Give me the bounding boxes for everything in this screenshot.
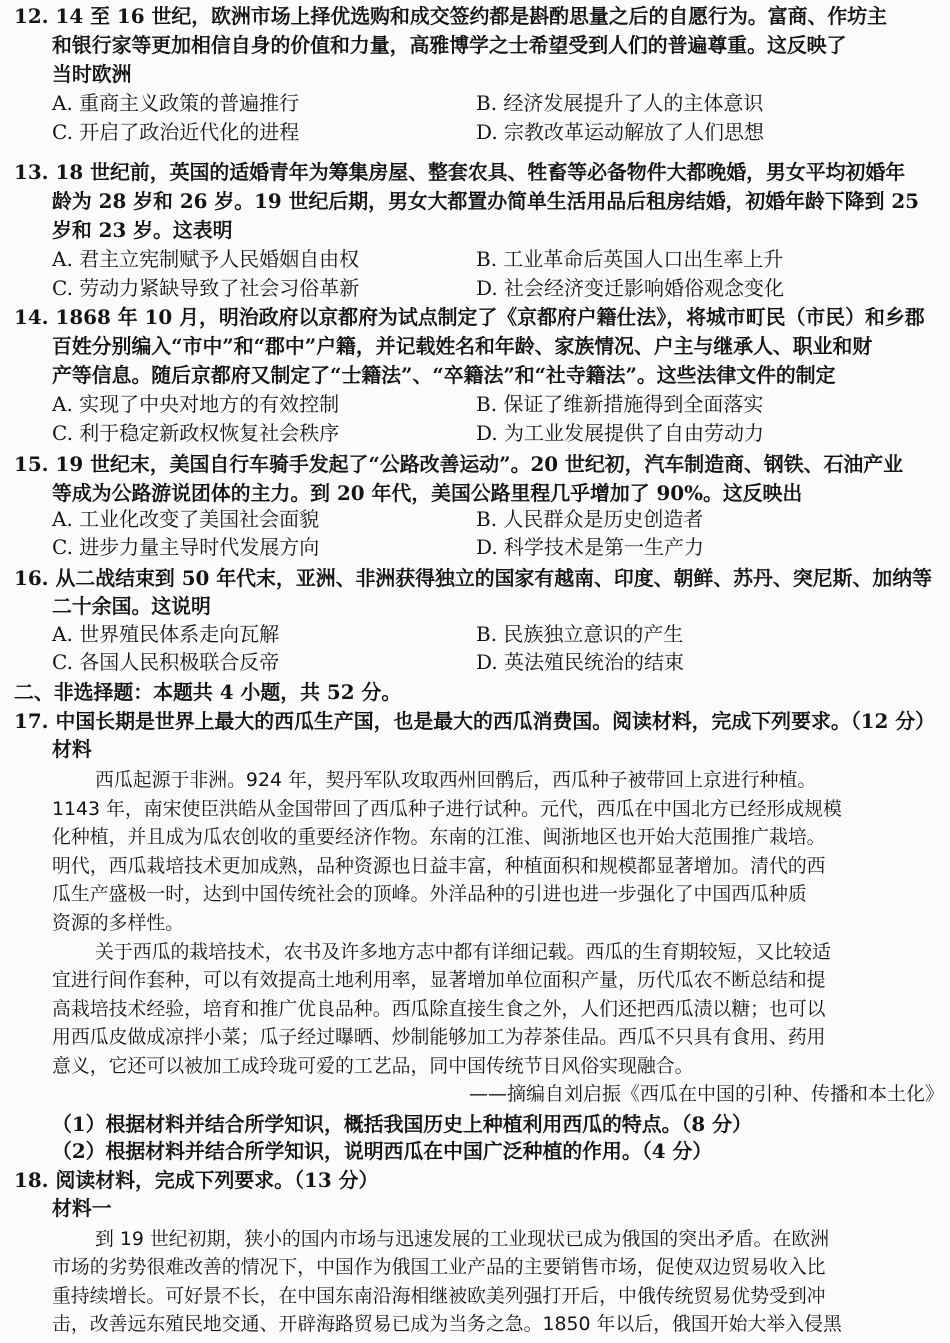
q17-material-p2-line: 宜进行间作套种，可以有效提高土地利用率，显著增加单位面积产量，历代瓜农不断总结和提 (52, 969, 826, 991)
q14-option-c: C. 利于稳定新政权恢复社会秩序 (52, 421, 340, 445)
q13-stem-line-2: 龄为 28 岁和 26 岁。19 世纪后期，男女大都置办简单生活用品后租房结婚，初婚年龄下降到 25 (52, 189, 919, 213)
q16-stem-line-1: 16. 从二战结束到 50 年代末，亚洲、非洲获得独立的国家有越南、印度、朝鲜、苏丹、突尼斯、加纳等 (14, 566, 932, 590)
q18-material-p1-line: 重持续增长。可好景不长，在中国东南沿海相继被欧美列强打开后，中俄传统贸易优势受到冲 (52, 1285, 826, 1307)
q18-material-p1-line: 到 19 世纪初期，狭小的国内市场与迅速发展的工业现状已成为俄国的突出矛盾。在欧洲 (95, 1228, 830, 1250)
q15-option-c: C. 进步力量主导时代发展方向 (52, 535, 320, 559)
q13-option-d: D. 社会经济变迁影响婚俗观念变化 (476, 276, 785, 300)
q17-material-p1-line: 资源的多样性。 (52, 912, 185, 934)
q12-option-a: A. 重商主义政策的普遍推行 (52, 91, 300, 115)
q15-option-d: D. 科学技术是第一生产力 (476, 535, 705, 559)
q12-option-d: D. 宗教改革运动解放了人们思想 (476, 120, 765, 144)
q14-option-a: A. 实现了中央对地方的有效控制 (52, 392, 340, 416)
q17-material-p1-line: 明代，西瓜栽培技术更加成熟，品种资源也日益丰富，种植面积和规模都显著增加。清代的西 (52, 855, 826, 877)
q18-material-p1-line: 市场的劣势很难改善的情况下，中国作为俄国工业产品的主要销售市场，促使双边贸易收入比 (52, 1256, 826, 1278)
q15-option-b: B. 人民群众是历史创造者 (476, 507, 704, 531)
q17-stem: 17. 中国长期是世界上最大的西瓜生产国，也是最大的西瓜消费国。阅读材料，完成下列要求。（12 分） (14, 709, 936, 733)
q16-option-b: B. 民族独立意识的产生 (476, 622, 684, 646)
q16-option-c: C. 各国人民积极联合反帝 (52, 650, 280, 674)
q17-subquestion-1: （1）根据材料并结合所学知识，概括我国历史上种植利用西瓜的特点。（8 分） (52, 1112, 752, 1136)
q17-material-p1-line: 西瓜起源于非洲。924 年，契丹军队攻取西州回鹘后，西瓜种子被带回上京进行种植。 (95, 769, 817, 791)
q12-stem-line-2: 和银行家等更加相信自身的价值和力量，高雅博学之士希望受到人们的普遍尊重。这反映了 (52, 33, 847, 57)
q14-stem-line-3: 产等信息。随后京都府又制定了“士籍法”、“卒籍法”和“社寺籍法”。这些法律文件的制定 (52, 363, 836, 387)
q15-stem-line-2: 等成为公路游说团体的主力。到 20 年代，美国公路里程几乎增加了 90%。这反映出 (52, 481, 803, 505)
q14-option-d: D. 为工业发展提供了自由劳动力 (476, 421, 765, 445)
q17-material-p2-line: 高栽培技术经验，培育和推广优良品种。西瓜除直接生食之外，人们还把西瓜渍以糖；也可以 (52, 998, 826, 1020)
q15-stem-line-1: 15. 19 世纪末，美国自行车骑手发起了“公路改善运动”。20 世纪初，汽车制造商、钢铁、石油产业 (14, 452, 903, 476)
q16-option-a: A. 世界殖民体系走向瓦解 (52, 622, 280, 646)
q17-material-p2-line: 关于西瓜的栽培技术，农书及许多地方志中都有详细记载。西瓜的生育期较短，又比较适 (95, 941, 831, 963)
q17-material-p1-line: 化种植，并且成为瓜农创收的重要经济作物。东南的江淮、闽浙地区也开始大范围推广栽培。 (52, 826, 826, 848)
q18-material-p1-line: 击，改善远东殖民地交通、开辟海路贸易已成为当务之急。1850 年以后，俄国开始大举入侵黑 (52, 1313, 842, 1335)
q13-option-b: B. 工业革命后英国人口出生率上升 (476, 247, 784, 271)
q16-stem-line-2: 二十余国。这说明 (52, 594, 211, 618)
q16-option-d: D. 英法殖民统治的结束 (476, 650, 685, 674)
q18-stem: 18. 阅读材料，完成下列要求。（13 分） (14, 1168, 379, 1192)
q12-stem-line-3: 当时欧洲 (52, 62, 132, 86)
q18-material-label: 材料一 (52, 1196, 112, 1220)
q17-material-p2-line: 用西瓜皮做成凉拌小菜；瓜子经过曝晒、炒制能够加工为荐茶佳品。西瓜不只具有食用、药用 (52, 1026, 826, 1048)
q13-stem-line-1: 13. 18 世纪前，英国的适婚青年为筹集房屋、整套农具、牲畜等必备物件大都晚婚，男女平均初婚年 (14, 160, 906, 184)
q17-material-p2-line: 意义，它还可以被加工成玲珑可爱的工艺品，同中国传统节日风俗实现融合。 (52, 1055, 694, 1077)
q17-material-p1-line: 瓜生产盛极一时，达到中国传统社会的顶峰。外洋品种的引进也进一步强化了中国西瓜种质 (52, 883, 807, 905)
q12-option-b: B. 经济发展提升了人的主体意识 (476, 91, 764, 115)
q13-option-c: C. 劳动力紧缺导致了社会习俗革新 (52, 276, 360, 300)
q13-stem-line-3: 岁和 23 岁。这表明 (52, 218, 233, 242)
q17-subquestion-2: （2）根据材料并结合所学知识，说明西瓜在中国广泛种植的作用。（4 分） (52, 1139, 713, 1163)
q14-option-b: B. 保证了维新措施得到全面落实 (476, 392, 764, 416)
q14-stem-line-1: 14. 1868 年 10 月，明治政府以京都府为试点制定了《京都府户籍仕法》，将城市町民（市民）和乡郡 (14, 305, 925, 329)
q13-option-a: A. 君主立宪制赋予人民婚姻自由权 (52, 247, 360, 271)
q12-stem-line-1: 12. 14 至 16 世纪，欧洲市场上择优选购和成交签约都是斟酌思量之后的自愿行为。富商、作坊主 (14, 4, 888, 28)
q17-material-source: ——摘编自刘启振《西瓜在中国的引种、传播和本土化》 (468, 1083, 944, 1105)
section-2-heading: 二、非选择题：本题共 4 小题，共 52 分。 (14, 680, 402, 704)
q17-material-label: 材料 (52, 737, 92, 761)
q15-option-a: A. 工业化改变了美国社会面貌 (52, 507, 320, 531)
q17-material-p1-line: 1143 年，南宋使臣洪皓从金国带回了西瓜种子进行试种。元代，西瓜在中国北方已经形成规模 (52, 798, 842, 820)
q14-stem-line-2: 百姓分别编入“市中”和“郡中”户籍，并记载姓名和年龄、家族情况、户主与继承人、职业和财 (52, 334, 873, 358)
q12-option-c: C. 开启了政治近代化的进程 (52, 120, 300, 144)
